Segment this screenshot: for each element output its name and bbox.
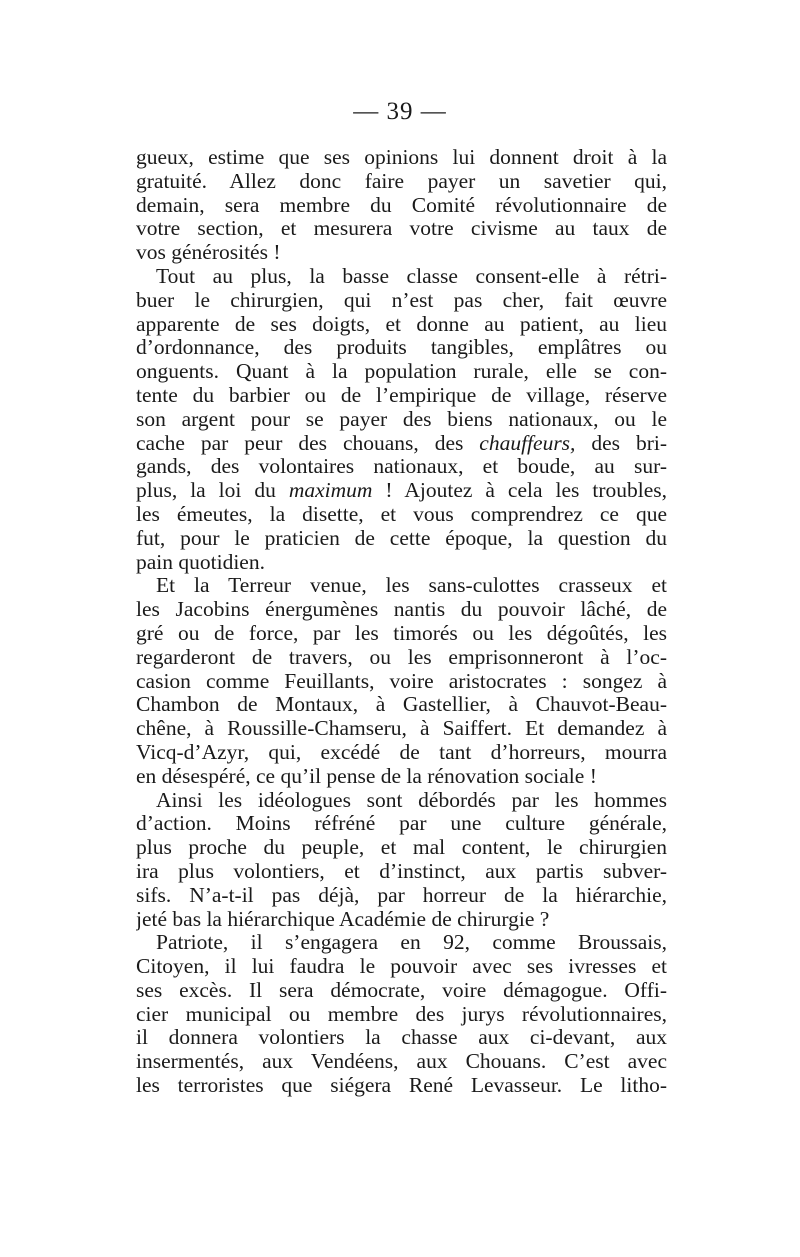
text-line: Chambon de Montaux, à Gastellier, à Chauvot-Beau- <box>136 693 667 717</box>
text-line: les Jacobins énergumènes nantis du pouvoir lâché, de <box>136 598 667 622</box>
text-line: son argent pour se payer des biens nationaux, ou le <box>136 407 667 431</box>
text-line: gueux, estime que ses opinions lui donnent droit à la <box>136 146 667 169</box>
text-line: tente du barbier ou de l’empirique de village, réserve <box>136 383 667 407</box>
text-line: gands, des volontaires nationaux, et boude, au sur- <box>136 455 667 479</box>
text-line: plus, la loi du maximum ! Ajoutez à cela les troubles, <box>136 479 667 503</box>
text-line: gratuité. Allez donc faire payer un savetier qui, <box>136 169 667 193</box>
text-line: Citoyen, il lui faudra le pouvoir avec ses ivresses et <box>136 955 667 979</box>
text-line: gré ou de force, par les timorés ou les dégoûtés, les <box>136 621 667 645</box>
page-number: — 39 — <box>353 98 447 125</box>
text-line: Ainsi les idéologues sont débordés par les hommes <box>156 788 667 812</box>
italic-term: chauffeurs, <box>479 431 576 455</box>
text-line: pain quotidien. <box>136 550 265 574</box>
text-line: demain, sera membre du Comité révolutionnaire de <box>136 193 667 217</box>
text-line: les terroristes que siégera René Levasseur. Le litho- <box>136 1074 667 1098</box>
text-line: il donnera volontiers la chasse aux ci-devant, aux <box>136 1026 667 1050</box>
text-line: votre section, et mesurera votre civisme au taux de <box>136 217 667 241</box>
text-line: ses excès. Il sera démocrate, voire démagogue. Offi- <box>136 978 667 1002</box>
text-line: cier municipal ou membre des jurys révolutionnaires, <box>136 1002 667 1026</box>
text-line: d’ordonnance, des produits tangibles, emplâtres ou <box>136 336 667 360</box>
text-line: Tout au plus, la basse classe consent-elle à rétri- <box>156 264 667 288</box>
text-line: ira plus volontiers, et d’instinct, aux partis subver- <box>136 859 667 883</box>
text-line: plus proche du peuple, et mal content, le chirurgien <box>136 836 667 860</box>
text-line: Vicq-d’Azyr, qui, excédé de tant d’horreurs, mourra <box>136 740 667 764</box>
text-line: fut, pour le praticien de cette époque, la question du <box>136 526 667 550</box>
text-line: sifs. N’a-t-il pas déjà, par horreur de la hiérarchie, <box>136 883 667 907</box>
text-line: jeté bas la hiérarchique Académie de chirurgie ? <box>136 907 550 931</box>
text-line: Et la Terreur venue, les sans-culottes crasseux et <box>156 574 667 598</box>
text-line: casion comme Feuillants, voire aristocrates : songez à <box>136 669 667 693</box>
text-line: les émeutes, la disette, et vous comprendrez ce que <box>136 502 667 526</box>
text-line: vos générosités ! <box>136 241 281 265</box>
text-line: Patriote, il s’engagera en 92, comme Broussais, <box>156 931 667 955</box>
body-text <box>136 146 667 1098</box>
text-line: chêne, à Roussille-Chamseru, à Saiffert. Et demandez à <box>136 717 667 741</box>
text-line: insermentés, aux Vendéens, aux Chouans. C’est avec <box>136 1050 667 1074</box>
text-line: cache par peur des chouans, des chauffeurs, des bri- <box>136 431 667 455</box>
text-line: onguents. Quant à la population rurale, elle se con- <box>136 360 667 384</box>
text-line: apparente de ses doigts, et donne au patient, au lieu <box>136 312 667 336</box>
text-line: regarderont de travers, ou les emprisonneront à l’oc- <box>136 645 667 669</box>
text-line: buer le chirurgien, qui n’est pas cher, fait œuvre <box>136 288 667 312</box>
text-line: en désespéré, ce qu’il pense de la rénovation sociale ! <box>136 764 597 788</box>
text-line: d’action. Moins réfréné par une culture générale, <box>136 812 667 836</box>
italic-term: maximum <box>288 479 373 503</box>
